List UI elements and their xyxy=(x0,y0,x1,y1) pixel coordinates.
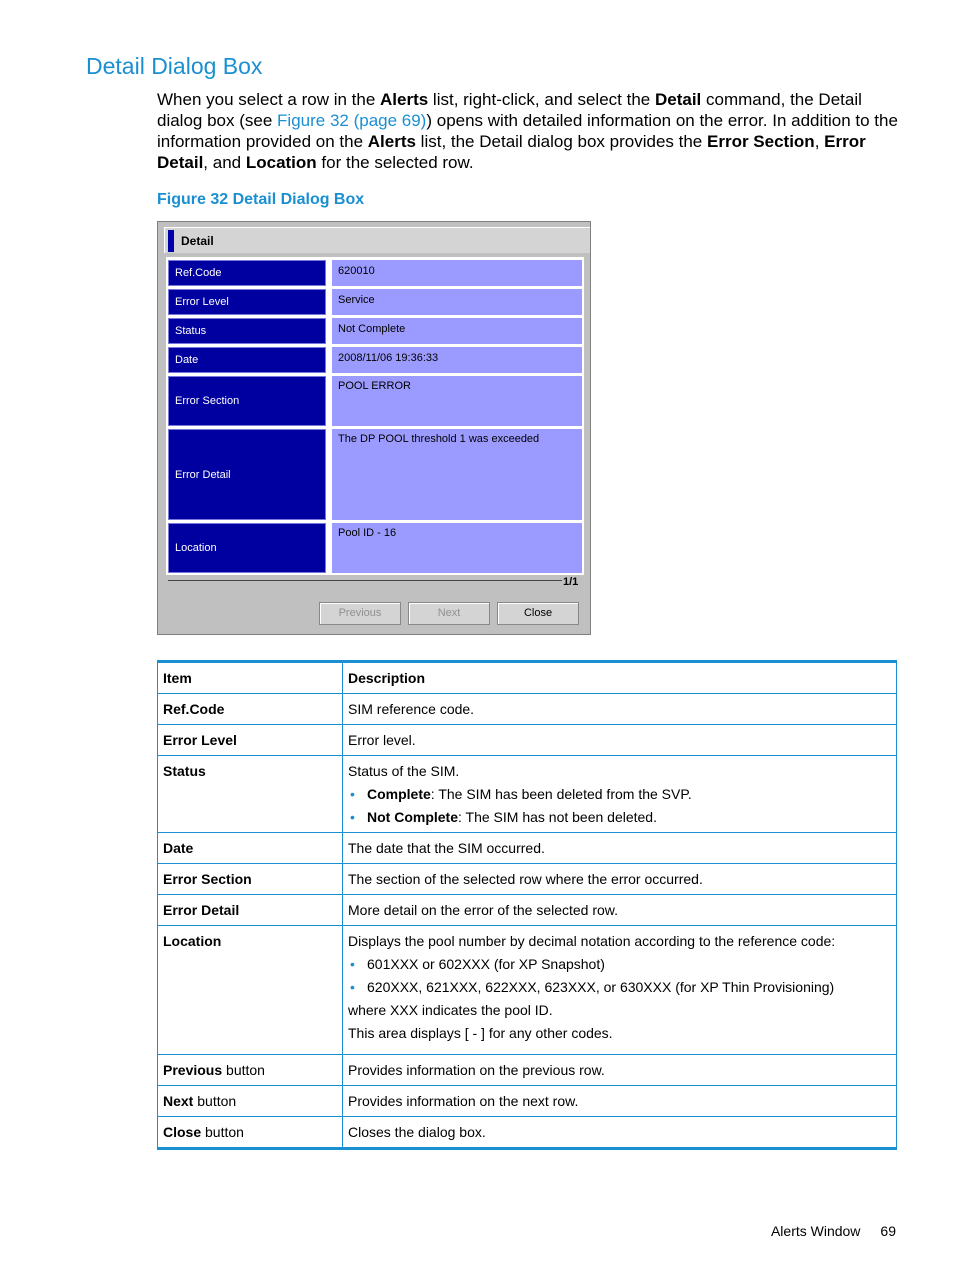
detail-key: Location xyxy=(168,523,326,573)
row-item: Location xyxy=(158,926,343,1055)
title-accent-bar xyxy=(168,230,174,252)
detail-value: The DP POOL threshold 1 was exceeded xyxy=(332,429,582,520)
pager-divider xyxy=(168,580,562,581)
list-item: • Not Complete: The SIM has not been deleted. xyxy=(348,809,891,826)
detail-value: Not Complete xyxy=(332,318,582,344)
header-description: Description xyxy=(343,662,897,694)
row-description: Displays the pool number by decimal notation according to the reference code: • 601XXX or 602XXX (for XP Snapshot) • 620XXX, 621XXX, 622XXX, 623XXX, or 630XXX (for XP Thin Provisioning) where XXX indicates the pool ID. This area displays [ - ] for any other codes. xyxy=(343,926,897,1055)
detail-key: Error Detail xyxy=(168,429,326,520)
table-row xyxy=(158,694,897,725)
row-description: Provides information on the next row. xyxy=(343,1086,897,1117)
row-item: Ref.Code xyxy=(158,694,343,725)
row-item: Error Section xyxy=(158,864,343,895)
previous-button[interactable]: Previous xyxy=(319,602,401,625)
note-line: where XXX indicates the pool ID. xyxy=(348,1002,553,1018)
figure-link[interactable]: Figure 32 (page 69) xyxy=(277,111,427,130)
detail-key: Error Level xyxy=(168,289,326,315)
detail-value: POOL ERROR xyxy=(332,376,582,426)
row-description: Error level. xyxy=(343,725,897,756)
table-row xyxy=(158,833,897,864)
detail-key: Status xyxy=(168,318,326,344)
row-item: Error Level xyxy=(158,725,343,756)
page-number: 69 xyxy=(880,1223,896,1239)
detail-row-location[interactable] xyxy=(168,523,582,573)
header-item: Item xyxy=(158,662,343,694)
detail-value: Service xyxy=(332,289,582,315)
page-indicator: 1/1 xyxy=(563,576,579,588)
next-button[interactable]: Next xyxy=(408,602,490,625)
row-item: Close button xyxy=(158,1117,343,1149)
table-row xyxy=(158,1086,897,1117)
table-row xyxy=(158,1117,897,1149)
item-description-table xyxy=(157,660,897,1150)
table-row xyxy=(158,756,897,833)
row-item: Next button xyxy=(158,1086,343,1117)
row-description: SIM reference code. xyxy=(343,694,897,725)
detail-row-error-detail[interactable] xyxy=(168,429,582,520)
intro-paragraph: When you select a row in the Alerts list, right-click, and select the Detail command, the Detail dialog box (see Figure 32 (page 69)) opens with detailed information on the error. In addition to the information provided on the Alerts list, the Detail dialog box provides the Error Section, Error Detail, and Location for the selected row. xyxy=(157,90,898,172)
list-item: • 620XXX, 621XXX, 622XXX, 623XXX, or 630XXX (for XP Thin Provisioning) xyxy=(348,979,891,996)
close-button[interactable]: Close xyxy=(497,602,579,625)
row-item: Error Detail xyxy=(158,895,343,926)
note-line: This area displays [ - ] for any other codes. xyxy=(348,1025,613,1041)
page-footer xyxy=(771,1223,896,1239)
detail-key: Date xyxy=(168,347,326,373)
row-item: Date xyxy=(158,833,343,864)
detail-key: Ref.Code xyxy=(168,260,326,286)
detail-dialog xyxy=(157,221,591,635)
detail-value: Pool ID - 16 xyxy=(332,523,582,573)
detail-key: Error Section xyxy=(168,376,326,426)
table-row xyxy=(158,895,897,926)
row-description: The section of the selected row where the error occurred. xyxy=(343,864,897,895)
dialog-title-bar xyxy=(164,227,590,253)
detail-value: 620010 xyxy=(332,260,582,286)
row-item: Status xyxy=(158,756,343,833)
table-row xyxy=(158,725,897,756)
section-heading: Detail Dialog Box xyxy=(86,53,263,79)
row-description: The date that the SIM occurred. xyxy=(343,833,897,864)
row-description: Closes the dialog box. xyxy=(343,1117,897,1149)
footer-section: Alerts Window xyxy=(770,1223,861,1239)
list-item: • Complete: The SIM has been deleted from the SVP. xyxy=(348,786,891,803)
dialog-title: Detail xyxy=(181,234,214,248)
table-row xyxy=(158,864,897,895)
detail-value: 2008/11/06 19:36:33 xyxy=(332,347,582,373)
row-description: More detail on the error of the selected row. xyxy=(343,895,897,926)
list-item: • 601XXX or 602XXX (for XP Snapshot) xyxy=(348,956,891,973)
figure-caption: Figure 32 Detail Dialog Box xyxy=(157,191,365,208)
detail-row-date[interactable] xyxy=(168,347,582,373)
row-description: Provides information on the previous row. xyxy=(343,1055,897,1086)
table-header-row xyxy=(158,662,897,694)
table-row xyxy=(158,1055,897,1086)
table-row xyxy=(158,926,897,1055)
row-item: Previous button xyxy=(158,1055,343,1086)
detail-row-refcode[interactable] xyxy=(168,260,582,286)
detail-grid xyxy=(166,257,584,575)
detail-row-error-level[interactable] xyxy=(168,289,582,315)
detail-row-error-section[interactable] xyxy=(168,376,582,426)
detail-row-status[interactable] xyxy=(168,318,582,344)
row-description: Status of the SIM. • Complete: The SIM has been deleted from the SVP. • Not Complete: The SIM has not been deleted. xyxy=(343,756,897,833)
